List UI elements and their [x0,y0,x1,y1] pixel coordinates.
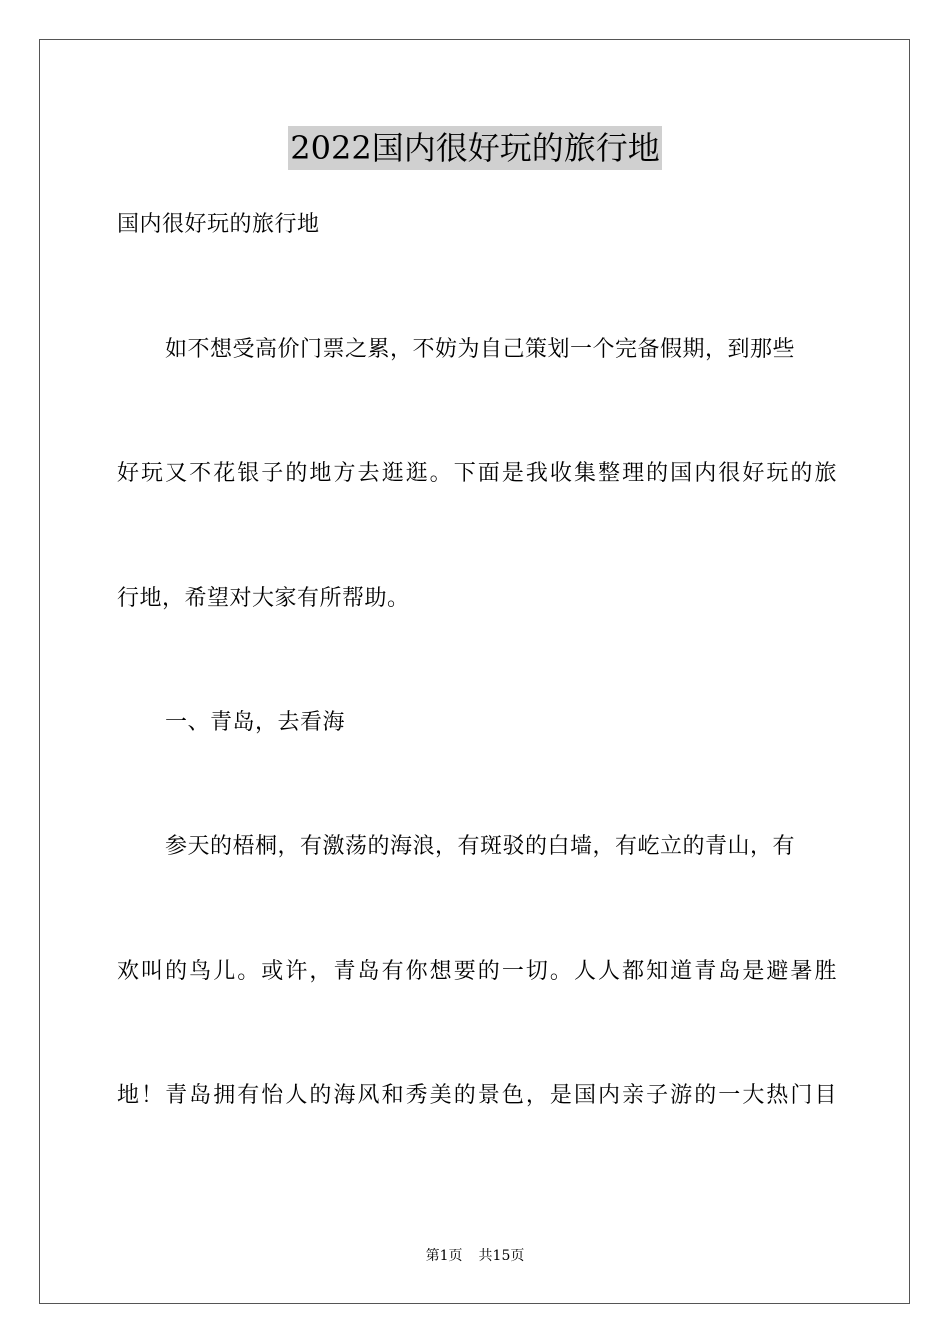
paragraph-line: 参天的梧桐，有激荡的海浪，有斑驳的白墙，有屹立的青山，有 [165,834,796,859]
page-total: 共15页 [478,1248,525,1264]
document-title: 2022国内很好玩的旅行地 [288,126,661,170]
section-heading: 一、青岛，去看海 [165,710,346,735]
paragraph-line: 如不想受高价门票之累，不妨为自己策划一个完备假期，到那些 [165,337,796,362]
document-subtitle: 国内很好玩的旅行地 [117,212,320,237]
paragraph-line: 行地，希望对大家有所帮助。 [117,586,410,611]
paragraph-line: 欢叫的鸟儿。或许，青岛有你想要的一切。人人都知道青岛是避暑胜 [117,959,837,984]
paragraph-line: 好玩又不花银子的地方去逛逛。下面是我收集整理的国内很好玩的旅 [117,461,837,486]
title-container [0,126,950,170]
page-number: 第1页 [425,1248,463,1264]
paragraph-line: 地！青岛拥有怡人的海风和秀美的景色，是国内亲子游的一大热门目 [117,1083,837,1108]
page-footer [0,1247,950,1265]
